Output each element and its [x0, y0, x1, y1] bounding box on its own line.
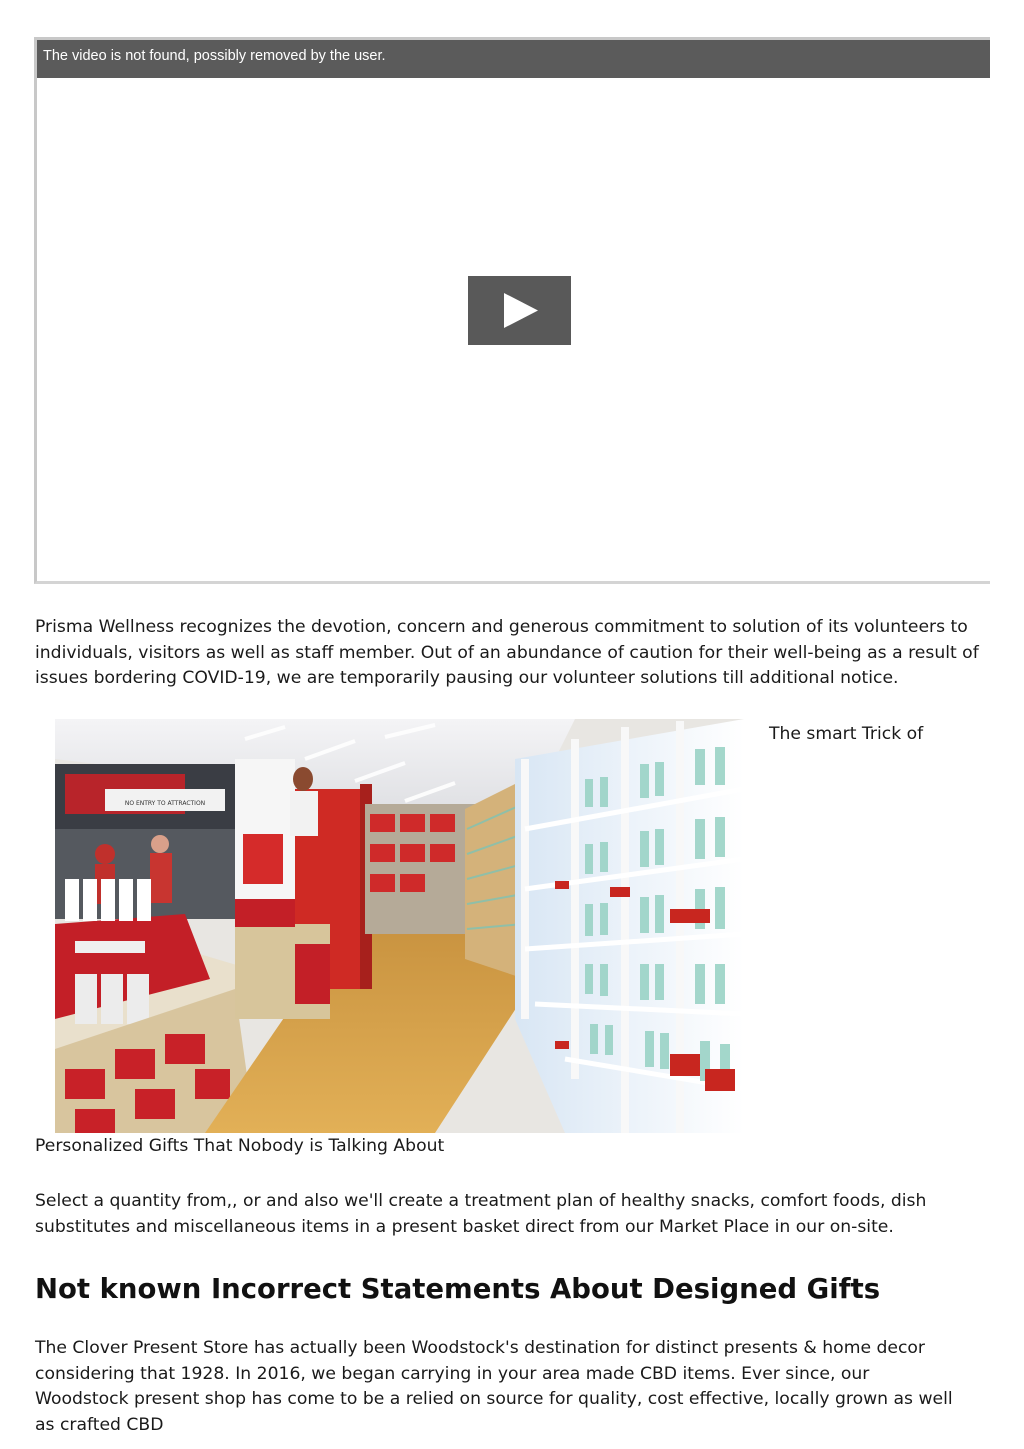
video-error-message: The video is not found, possibly removed by the user. [37, 40, 990, 78]
sign-text: NO ENTRY TO ATTRACTION [124, 800, 206, 807]
section-heading: Not known Incorrect Statements About Designed Gifts [35, 1273, 881, 1305]
clover-paragraph: The Clover Present Store has actually been Woodstock's destination for distinct presents & home decor considering that 1928. In 2016, we began carrying in your area made CBD items. Ever since, our Woodstock present shop has come to be a relied on source for quality, cost effective, locally grown as well as crafted CBD [35, 1338, 953, 1436]
quantity-paragraph: Select a quantity from,, or and also we'll create a treatment plan of healthy snacks, comfort foods, dish substitutes and miscellaneous items in a present basket direct from our Market Place in our on-site. [35, 1191, 927, 1237]
store-photo [55, 719, 744, 1133]
play-button[interactable] [468, 276, 571, 345]
intro-paragraph: Prisma Wellness recognizes the devotion, concern and generous commitment to solution of its volunteers to individuals, visitors as well as staff member. Out of an abundance of caution for their well-being as a result of issues bordering COVID-19, we are temporarily pausing our volunteer solutions till additional notice. [35, 617, 979, 689]
video-embed[interactable] [34, 37, 990, 584]
play-icon [468, 276, 571, 345]
photo-caption: Personalized Gifts That Nobody is Talking About [35, 1136, 445, 1156]
side-text: The smart Trick of [769, 724, 924, 744]
